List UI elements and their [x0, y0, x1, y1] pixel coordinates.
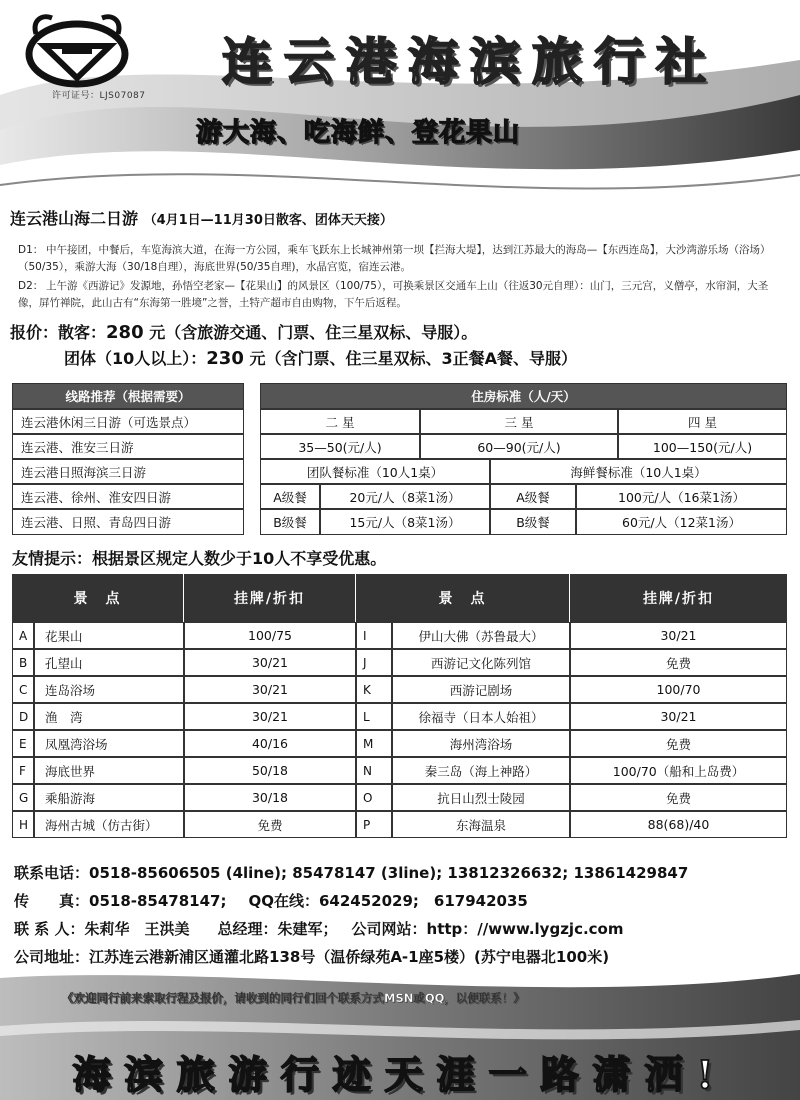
table-row [12, 757, 787, 784]
website-link[interactable]: http：//www.lygzjc.com [426, 920, 624, 938]
price-group-row [64, 346, 577, 369]
spot-name: 乘船游海 [34, 784, 184, 811]
spot-letter: L [356, 703, 392, 730]
contact-phone-row [14, 862, 688, 883]
spot-price: 免费 [184, 811, 356, 838]
spot-name: 海州古城（仿古街） [34, 811, 184, 838]
meal-grade: A级餐 [260, 484, 320, 509]
day1-itinerary [18, 242, 778, 276]
footer-slogan: 海滨旅游行迹天涯一路潇洒! [72, 1052, 728, 1097]
scatter-note: （含旅游交通、门票、住三星双标、导服）。 [165, 323, 478, 342]
routes-header: 线路推荐（根据需要） [12, 383, 244, 409]
tour-name: 连云港山海二日游 [10, 209, 139, 228]
route-hotel-meal-table [12, 383, 787, 535]
spot-price: 40/16 [184, 730, 356, 757]
day2-label: D2： [18, 280, 44, 292]
hotel-level: 二 星 [260, 409, 420, 434]
spot-name: 连岛浴场 [34, 676, 184, 703]
spot-price: 30/21 [570, 622, 787, 649]
hotel-header: 住房标准（人/天） [260, 383, 787, 409]
route-item: 连云港、徐州、淮安四日游 [12, 484, 244, 509]
qq-label: QQ在线： [248, 892, 319, 910]
spot-price: 30/21 [570, 703, 787, 730]
spot-letter: D [12, 703, 34, 730]
spot-price: 免费 [570, 649, 787, 676]
spot-letter: B [12, 649, 34, 676]
meal-price: 20元/人（8菜1汤） [320, 484, 490, 509]
address-label: 公司地址： [14, 948, 90, 966]
spot-name: 西游记文化陈列馆 [392, 649, 570, 676]
table-row [12, 676, 787, 703]
meal-grade: B级餐 [260, 509, 320, 535]
table-row [12, 649, 787, 676]
spot-name: 孔望山 [34, 649, 184, 676]
spot-letter: H [12, 811, 34, 838]
spot-letter: M [356, 730, 392, 757]
scatter-unit: 元 [149, 323, 166, 342]
tour-title [10, 206, 393, 229]
col-spot-header: 景 点 [356, 574, 570, 622]
group-label: 团体（10人以上）： [64, 349, 207, 368]
price-label: 报价： [10, 323, 59, 342]
contact-address-row [14, 946, 609, 967]
spot-price: 免费 [570, 730, 787, 757]
col-price-header: 挂牌/折扣 [184, 574, 356, 622]
scenic-spot-table [12, 574, 787, 840]
spot-letter: G [12, 784, 34, 811]
table-row [12, 811, 787, 838]
route-item: 连云港休闲三日游（可选景点） [12, 409, 244, 434]
meal-price: 60元/人（12菜1汤） [576, 509, 787, 535]
group-price: 230 [206, 348, 244, 369]
spot-name: 抗日山烈士陵园 [392, 784, 570, 811]
spot-letter: E [12, 730, 34, 757]
group-note: （含门票、住三星双标、3正餐A餐、导服） [265, 349, 577, 368]
tour-schedule: （4月1日—11月30日散客、团体天天接） [143, 213, 393, 228]
hotel-price: 35—50(元/人) [260, 434, 420, 459]
day1-text: 中午接团，中餐后，车览海滨大道，在海一方公园，乘车飞跃东上长城神州第一坝【拦海大堤】，达到江苏最大的海岛—【东西连岛】，大沙湾游乐场（浴场）（50/35），乘游大海（30/18自理），海底世界(50/35自理)，水晶宫览，宿连云港。 [18, 244, 771, 273]
person-value: 朱莉华 王洪美 [84, 920, 190, 938]
spot-letter: N [356, 757, 392, 784]
spot-price: 免费 [570, 784, 787, 811]
spot-letter: I [356, 622, 392, 649]
table-row [12, 784, 787, 811]
table-row [12, 703, 787, 730]
hotel-price: 100—150(元/人) [618, 434, 787, 459]
header-slogan: 游大海、吃海鲜、登花果山 [196, 118, 521, 148]
spot-letter: J [356, 649, 392, 676]
spot-price: 30/21 [184, 703, 356, 730]
spot-price: 30/21 [184, 676, 356, 703]
meal-grade: B级餐 [490, 509, 576, 535]
spot-letter: K [356, 676, 392, 703]
spot-name: 徐福寺（日本人始祖） [392, 703, 570, 730]
spot-letter: P [356, 811, 392, 838]
route-item: 连云港日照海滨三日游 [12, 459, 244, 484]
spot-price: 50/18 [184, 757, 356, 784]
group-meal-header: 团队餐标准（10人1桌） [260, 459, 490, 484]
fax-value: 0518-85478147; [89, 892, 227, 910]
group-unit: 元 [249, 349, 266, 368]
spot-name: 西游记剧场 [392, 676, 570, 703]
meal-grade: A级餐 [490, 484, 576, 509]
contact-people-row [14, 918, 624, 939]
day2-itinerary [18, 278, 778, 312]
fax-label: 传 真： [14, 892, 90, 910]
spot-letter: C [12, 676, 34, 703]
price-scatter-row [10, 320, 477, 343]
footer-notice: 《欢迎同行前来索取行程及报价，请收到的同行们回个联系方式MSN或QQ，以便联系！》 [62, 991, 525, 1005]
website-label: 公司网站： [351, 920, 427, 938]
scatter-label: 散客： [58, 323, 107, 342]
spot-price: 30/21 [184, 649, 356, 676]
address-value: 江苏连云港新浦区通灌北路138号（温侨绿苑A-1座5楼）(苏宁电器北100米) [89, 948, 610, 966]
hotel-level: 四 星 [618, 409, 787, 434]
spot-name: 花果山 [34, 622, 184, 649]
spot-price: 100/70（船和上岛费） [570, 757, 787, 784]
hotel-price: 60—90(元/人) [420, 434, 618, 459]
manager-value: 朱建军； [277, 920, 338, 938]
spot-letter: O [356, 784, 392, 811]
table-row [12, 622, 787, 649]
spot-name: 伊山大佛（苏鲁最大） [392, 622, 570, 649]
company-name: 连云港海滨旅行社 [222, 32, 718, 91]
spot-letter: F [12, 757, 34, 784]
spot-price: 30/18 [184, 784, 356, 811]
spot-price: 100/75 [184, 622, 356, 649]
seafood-meal-header: 海鲜餐标准（10人1桌） [490, 459, 787, 484]
spot-name: 海州湾浴场 [392, 730, 570, 757]
meal-price: 100元/人（16菜1汤） [576, 484, 787, 509]
col-spot-header: 景 点 [12, 574, 184, 622]
license-number: 许可证号：LJS07087 [52, 91, 146, 101]
col-price-header: 挂牌/折扣 [570, 574, 787, 622]
contact-fax-row [14, 890, 528, 911]
day2-text: 上午游《西游记》发源地，孙悟空老家—【花果山】的风景区（100/75），可换乘景区交通车上山（往返30元自理）：山门，三元宫，义僧亭，水帘洞，大圣像，屏竹禅院，此山古有“东海第一胜境”之誉，土特产超市自由购物，下午后返程。 [18, 280, 769, 309]
header-banner [0, 0, 800, 200]
hotel-level: 三 星 [420, 409, 618, 434]
phone-label: 联系电话： [14, 864, 90, 882]
route-item: 连云港、日照、青岛四日游 [12, 509, 244, 535]
spot-name: 海底世界 [34, 757, 184, 784]
scatter-price: 280 [106, 322, 144, 343]
spot-price: 88(68)/40 [570, 811, 787, 838]
route-item: 连云港、淮安三日游 [12, 434, 244, 459]
qq-value: 642452029; 617942035 [319, 892, 528, 910]
phone-value: 0518-85606505 (4line); 85478147 (3line); 13812326632; 13861429847 [89, 864, 689, 882]
friendly-tip: 友情提示：根据景区规定人数少于10人不享受优惠。 [12, 549, 387, 568]
day1-label: D1： [18, 244, 44, 256]
manager-label: 总经理： [217, 920, 278, 938]
spot-name: 凤凰湾浴场 [34, 730, 184, 757]
person-label: 联 系 人： [14, 920, 85, 938]
company-logo [22, 12, 132, 88]
spot-name: 渔 湾 [34, 703, 184, 730]
table-row [12, 730, 787, 757]
spot-letter: A [12, 622, 34, 649]
spot-name: 秦三岛（海上神路） [392, 757, 570, 784]
meal-price: 15元/人（8菜1汤） [320, 509, 490, 535]
spot-price: 100/70 [570, 676, 787, 703]
spot-name: 东海温泉 [392, 811, 570, 838]
